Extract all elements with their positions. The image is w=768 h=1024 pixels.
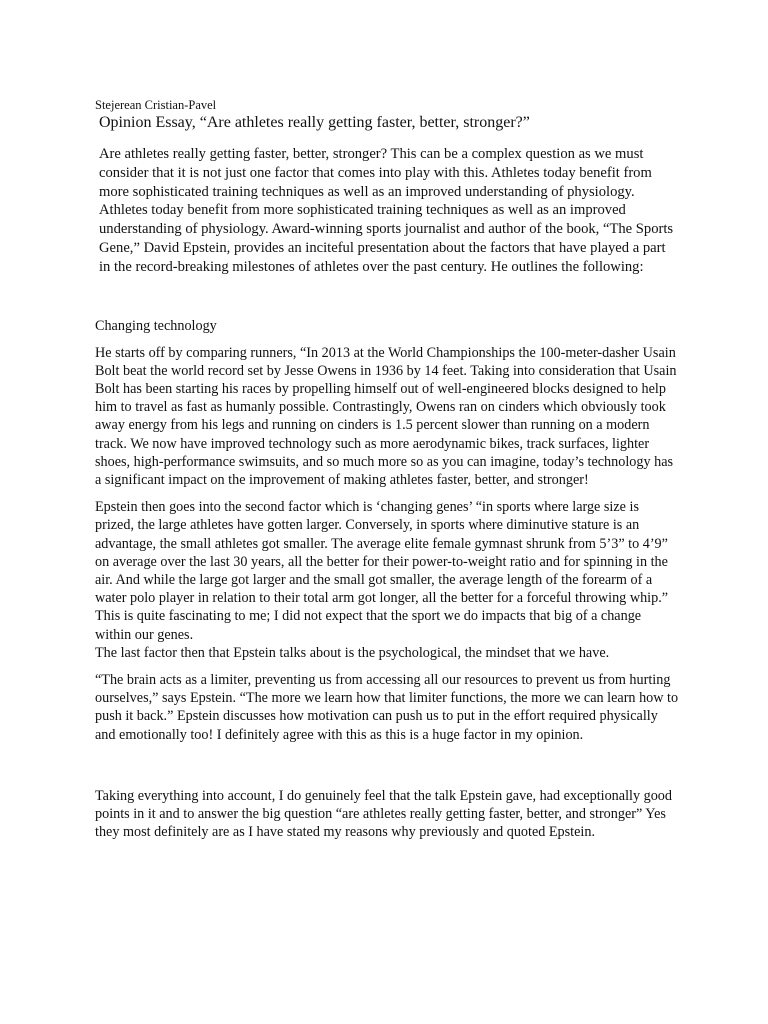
genes-paragraph: Epstein then goes into the second factor which is ‘changing genes’ “in sports where large size is prized, the large athletes have gotten larger. Conversely, in sports where diminutive stature is an advantage, the small athletes got smaller. The average elite female gymnast shrunk from 5’3” to 4’9” on average over the last 30 years, all the better for their power-to-weight ratio and for spinning in the air. And while the large got larger and the small got smaller, the average length of the forearm of a water polo player in relation to their total arm got longer, all the better for a forceful throwing whip.” This is quite fascinating to me; I did not expect that the sport we do impacts that big of a change within our genes. xyxy=(95,499,669,643)
section-heading: Changing technology xyxy=(95,317,217,334)
essay-title: Opinion Essay, “Are athletes really getting faster, better, stronger?” xyxy=(99,114,530,131)
psychological-line: The last factor then that Epstein talks about is the psychological, the mindset that we have. xyxy=(95,644,610,661)
spacer xyxy=(95,753,680,787)
spacer xyxy=(95,277,680,317)
technology-paragraph: He starts off by comparing runners, “In 2013 at the World Championships the 100-meter-dasher Usain Bolt beat the world record set by Jesse Owens in 1936 by 14 feet. Taking into consideration that Usain Bolt has been starting his races by propelling himself out of well-engineered blocks designed to help him to travel as fast as humanly possible. Contrastingly, Owens ran on cinders which obviously took away energy from his legs and running on cinders is 1.5 percent slower than running on a modern track. We now have improved technology such as more aerodynamic bikes, track surfaces, lighter shoes, high-performance swimsuits, and so much more so as you can imagine, today’s technology has a significant impact on the improvement of making athletes faster, better, and stronger! xyxy=(95,344,677,488)
intro-paragraph: Are athletes really getting faster, better, stronger? This can be a complex question as we must consider that it is not just one factor that comes into play with this. Athletes today benefit from more sophisticated training techniques as well as an improved understanding of physiology. Athletes today benefit from more sophisticated training techniques as well as an improved understanding of physiology. Award-winning sports journalist and author of the book, “The Sports Gene,” David Epstein, provides an inciteful presentation about the factors that have played a part in the record-breaking milestones of athletes over the past century. He outlines the following: xyxy=(99,146,674,275)
brain-paragraph: “The brain acts as a limiter, preventing us from accessing all our resources to prevent us from hurting ourselves,” says Epstein. “The more we learn how that limiter functions, the more we can learn how to push it back.” Epstein discusses how motivation can push us to put in the effort required physically and emotionally too! I definitely agree with this as this is a huge factor in my opinion. xyxy=(95,672,679,743)
conclusion-paragraph: Taking everything into account, I do genuinely feel that the talk Epstein gave, had exceptionally good points in it and to answer the big question “are athletes really getting faster, better, and stronger” Yes they most definitely are as I have stated my reasons why previously and quoted Epstein. xyxy=(95,787,672,841)
document-page xyxy=(95,97,680,850)
author-name: Stejerean Cristian-Pavel xyxy=(95,98,217,112)
